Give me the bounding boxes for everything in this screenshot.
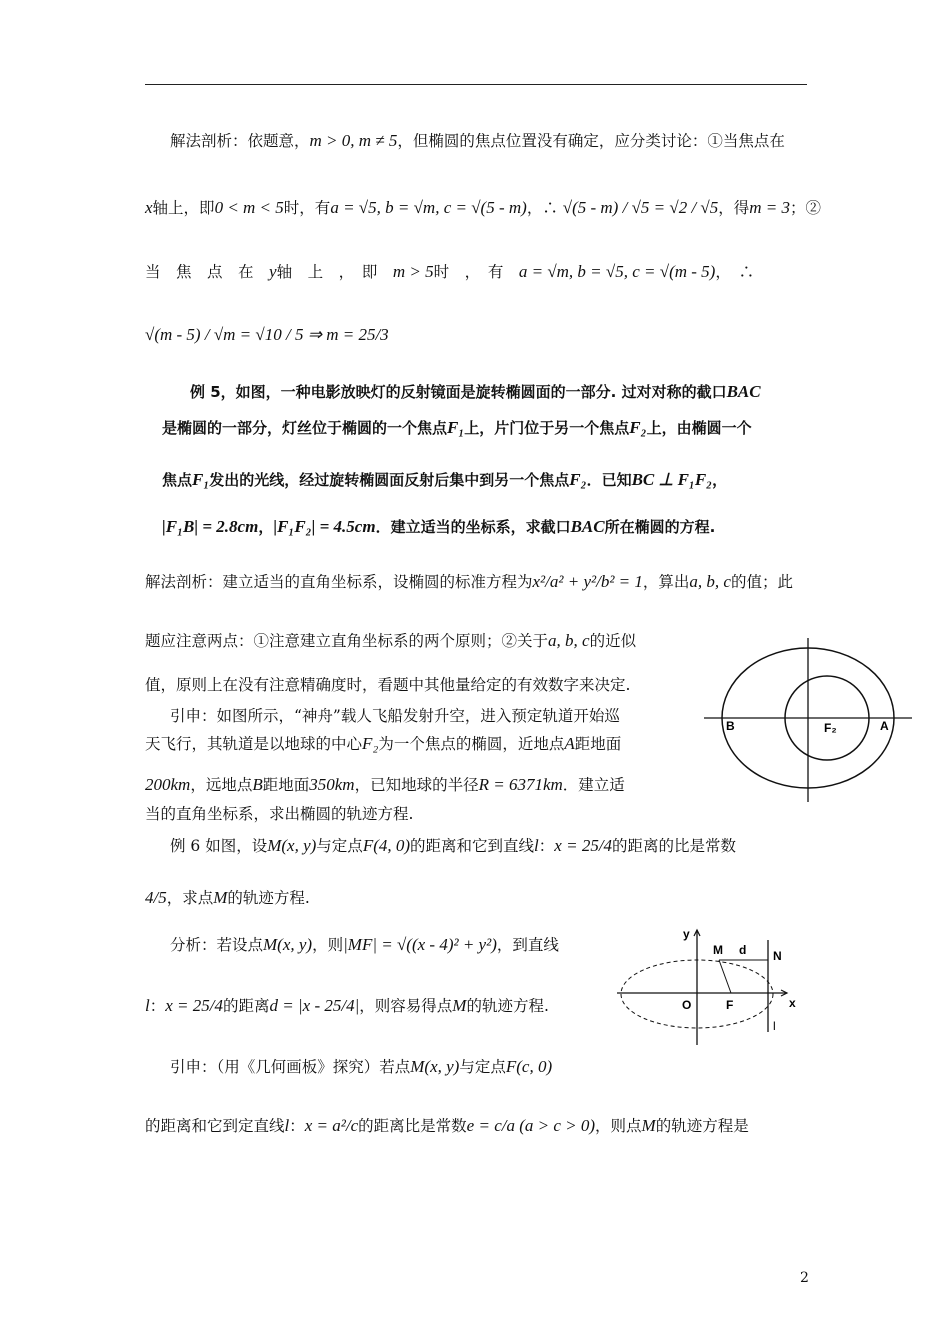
label-F: F [726,998,734,1012]
label-l: l [773,1019,776,1033]
para2-line6: 200km，远地点B距地面350km，已知地球的半径R = 6371km．建立适 [145,775,625,794]
page-number: 2 [800,1270,809,1286]
para1-line3: 当 焦 点 在 y轴 上 ， 即 m > 5时 ， 有 a = √m, b = √5, c = √(m - 5)， ∴ [145,262,755,281]
label-x: x [789,996,796,1010]
example6-line3: 分析：若设点M(x, y)，则|MF| = √((x - 4)² + y²)，到直线 [170,935,559,954]
para2-line2: 题应注意两点：①注意建立直角坐标系的两个原则；②关于a, b, c的近似 [145,631,637,650]
example5-line1: 例 5，如图，一种电影放映灯的反射镜面是旋转椭圆面的一部分. 过对对称的截口BAC [190,382,761,401]
ellipse-directrix-figure [615,920,810,1050]
label-O: O [682,998,692,1012]
para2-line5: 天飞行，其轨道是以地球的中心F₂为一个焦点的椭圆，近地点A距地面 [145,734,622,753]
example6-line4: l：x = 25/4的距离d = |x - 25/4|，则容易得点M的轨迹方程. [145,996,549,1015]
para1-line2: x轴上，即0 < m < 5时，有a = √5, b = √m, c = √(5 - m)，∴ √(5 - m) / √5 = √2 / √5，得m = 3；② [145,198,822,217]
para1-line4: √(m - 5) / √m = √10 / 5 ⇒ m = 25/3 [145,325,389,344]
label-M: M [713,943,723,957]
header-rule [145,84,807,85]
para2-line7: 当的直角坐标系，求出椭圆的轨迹方程. [145,805,414,823]
example5-line3: 焦点F₁发出的光线，经过旋转椭圆面反射后集中到另一个焦点F₂．已知BC ⊥ F₁F₂， [162,470,728,489]
label-N: N [773,949,782,963]
label-d: d [739,943,747,957]
segment-MF [719,960,731,993]
para2-line1: 解法剖析：建立适当的直角坐标系，设椭圆的标准方程为x²/a² + y²/b² = 1，算出a, b, c的值；此 [145,572,793,591]
example6-line5: 引申：（用《几何画板》探究）若点M(x, y)与定点F(c, 0) [170,1057,553,1076]
para2-line4: 引申：如图所示，“神舟”载人飞船发射升空，进入预定轨道开始巡 [170,707,620,725]
para2-line3: 值，原则上在没有注意精确度时，看题中其他量给定的有效数字来决定. [145,676,631,694]
label-B: B [726,719,735,733]
example6-line1: 例 6 如图，设M(x, y)与定点F(4, 0)的距离和它到直线l：x = 25/4的距离的比是常数 [170,836,737,855]
label-y: y [683,927,690,941]
label-A: A [880,719,889,733]
example5-line2: 是椭圆的一部分，灯丝位于椭圆的一个焦点F₁上，片门位于另一个焦点F₂上，由椭圆一个 [162,418,752,437]
label-F2: F₂ [824,721,837,735]
example6-line2: 4/5，求点M的轨迹方程. [145,888,310,907]
example6-line6: 的距离和它到定直线l：x = a²/c的距离比是常数e = c/a (a > c > 0)，则点M的轨迹方程是 [145,1116,749,1135]
example5-line4: |F₁B| = 2.8cm，|F₁F₂| = 4.5cm．建立适当的坐标系，求截口BAC所在椭圆的方程. [162,517,716,536]
para1-line1: 解法剖析：依题意，m > 0, m ≠ 5，但椭圆的焦点位置没有确定，应分类讨论：①当焦点在 [170,131,785,150]
earth-orbit-figure [700,634,920,806]
